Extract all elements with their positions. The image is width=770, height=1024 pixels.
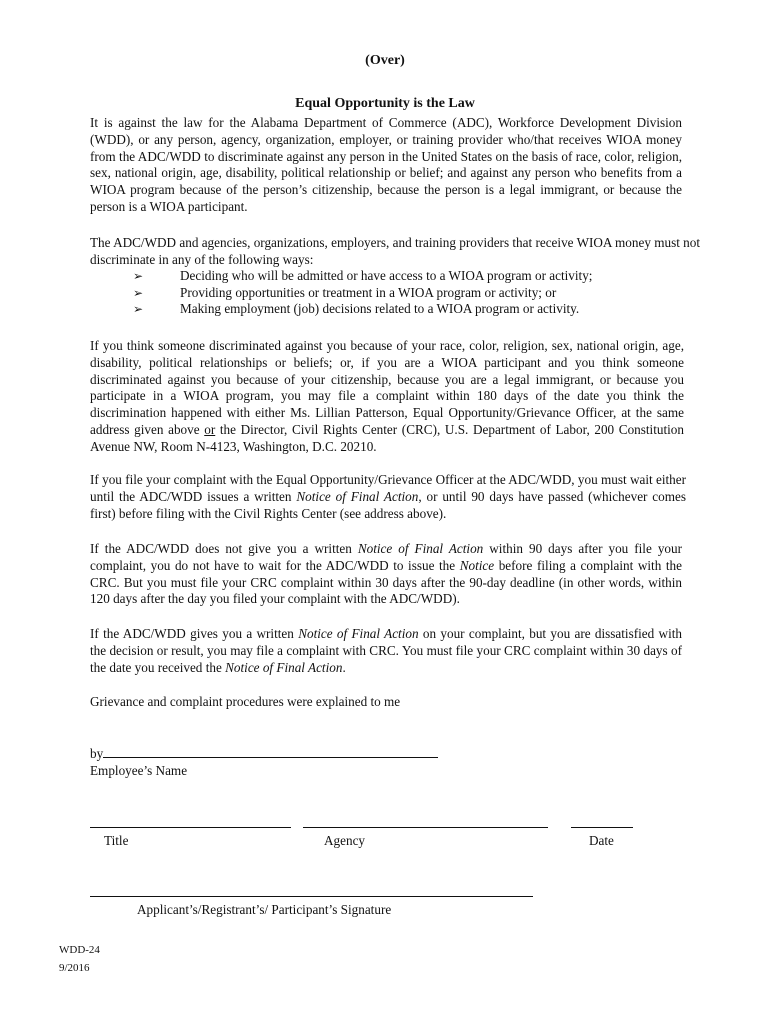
list-item-text: Making employment (job) decisions related to a WIOA program or activity. [180, 301, 580, 317]
page-title: Equal Opportunity is the Law [295, 96, 475, 111]
text-segment: the Director, Civil Rights Center (CRC), U.S. Department of Labor, 200 Constitution Avenue NW, Room N-4123, Washington, D.C. 20210. [90, 421, 684, 454]
paragraph-no-discrimination: The ADC/WDD and agencies, organizations, employers, and training providers that receive WIOA money must not discriminate in any of the following ways: [90, 235, 701, 267]
date-label: Date [589, 833, 614, 848]
italic-notice: Notice of Final Action [298, 626, 419, 641]
list-item [133, 285, 592, 302]
paragraph-how-to-file [90, 338, 684, 456]
by-prefix: by [90, 746, 104, 761]
arrow-bullet-icon: ➢ [133, 302, 144, 317]
text-segment: within 90 days after you file your complaint, you do not have to wait for the ADC/WDD to issue the [90, 541, 682, 573]
underlined-or: or [204, 421, 216, 437]
blank-line [103, 746, 438, 758]
text-segment: If the ADC/WDD gives you a written [90, 626, 299, 641]
arrow-bullet-icon: ➢ [133, 285, 144, 300]
italic-notice: Notice of Final Action [225, 659, 343, 675]
employee-signature-line[interactable] [90, 746, 438, 762]
paragraph-law-statement: It is against the law for the Alabama Department of Commerce (ADC), Workforce Development Division (WDD), or any person, agency, organization, employer, or training provider who/that receives WIOA money from the ADC/WDD to discriminate against any person in the United States on the basis of race, color, religion, sex, national origin, age, disability, political relationship or belief; and against any person who benefits from a WIOA program because of the person’s citizenship, because the person is a legal immigrant, or because the person is a WIOA participant. [90, 115, 682, 214]
title-field-line[interactable] [90, 816, 291, 832]
text-segment: on your complaint, but you are dissatisfied with the decision or result, you may file a complaint with CRC. You must file your CRC complaint within 30 days of the date you received the [90, 626, 682, 675]
text-segment: before filing a complaint with the CRC. But you must file your CRC complaint within 30 days after the 90-day deadline (in other words, within 120 days after the day you filed your complaint with the ADC/WDD). [90, 557, 682, 607]
employee-name-label: Employee’s Name [90, 763, 188, 778]
paragraph-procedures-explained: Grievance and complaint procedures were explained to me [90, 694, 401, 709]
agency-field-line[interactable] [303, 816, 548, 832]
text-segment: If you file your complaint with the Equal Opportunity/Grievance Officer at the ADC/WDD, you must wait either until the ADC/WDD issues a written [90, 472, 686, 504]
list-item [133, 268, 592, 285]
text-segment: , or until 90 days have passed (whichever comes first) before filing with the Civil Rights Center (see address above). [90, 488, 686, 521]
list-item-text: Deciding who will be admitted or have access to a WIOA program or activity; [180, 268, 593, 283]
blank-line [90, 816, 291, 828]
over-label: (Over) [365, 53, 405, 68]
italic-notice: Notice of Final Action [357, 541, 484, 556]
applicant-signature-line[interactable] [90, 885, 533, 901]
paragraph-dissatisfied [90, 626, 682, 676]
blank-line [571, 816, 633, 828]
blank-line [90, 885, 533, 897]
agency-label: Agency [324, 833, 366, 848]
paragraph-waiting-period [90, 472, 686, 522]
title-label: Title [104, 833, 129, 848]
form-identifier [59, 941, 100, 977]
form-number: WDD-24 [59, 944, 100, 956]
list-item-text: Providing opportunities or treatment in a WIOA program or activity; or [180, 284, 557, 300]
arrow-bullet-icon: ➢ [133, 269, 144, 283]
paragraph-no-notice [90, 541, 682, 608]
form-date: 9/2016 [59, 962, 90, 974]
applicant-signature-label: Applicant’s/Registrant’s/ Participant’s Signature [137, 902, 392, 917]
text-segment: If the ADC/WDD does not give you a written [90, 541, 358, 556]
text-segment: If you think someone discriminated against you because of your race, color, religion, sex, national origin, age, disability, political relationships or beliefs; or, if you are a WIOA participant and you think someone discriminated against you because of your citizenship, because you are a legal immigrant, or because you participate in a WIOA program, you may file a complaint within 180 days of the date you think the discrimination happened with either Ms. Lillian Patterson, Equal Opportunity/Grievance Officer, at the same address given above [90, 338, 684, 437]
date-field-line[interactable] [571, 816, 633, 832]
text-segment: . [342, 659, 346, 675]
italic-notice: Notice [459, 557, 495, 573]
blank-line [303, 816, 548, 828]
discrimination-ways-list [133, 268, 592, 318]
list-item [133, 301, 592, 318]
italic-notice: Notice of Final Action [296, 488, 419, 504]
